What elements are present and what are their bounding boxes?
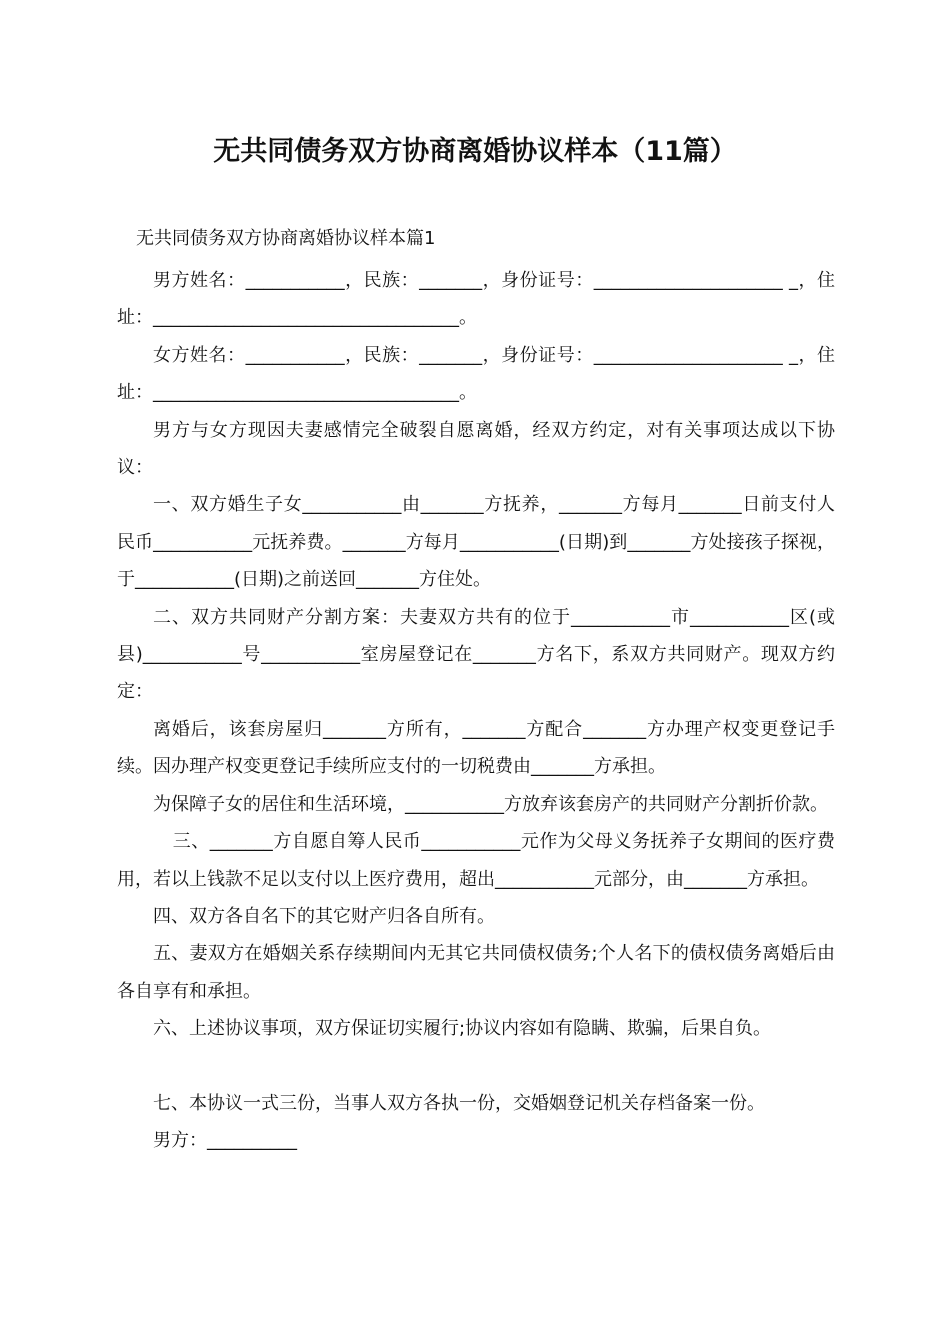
paragraph-clause-2-a: 离婚后，该套房屋归_______方所有，_______方配合_______方办理产权变更登记手续。因办理产权变更登记手续所应支付的一切税费由_______方承担。 [117, 718, 835, 778]
paragraph-clause-2-b: 为保障子女的居住和生活环境，___________方放弃该套房产的共同财产分割折价款。 [153, 793, 828, 815]
paragraph-clause-4: 四、双方各自名下的其它财产归各自所有。 [153, 905, 495, 927]
section-heading: 无共同债务双方协商离婚协议样本篇1 [136, 228, 436, 249]
signature-husband: 男方：__________ [153, 1129, 297, 1151]
paragraph-clause-1: 一、双方婚生子女___________由_______方抚养，_______方每月_______日前支付人民币___________元抚养费。_______方每月___________(日期)到_______方处接孩子探视，于___________(日期)之前送回_______方住处。 [117, 494, 835, 591]
paragraph-clause-3: 三、_______方自愿自筹人民币___________元作为父母义务抚养子女期间的医疗费用，若以上钱款不足以支付以上医疗费用，超出___________元部分，由_______方承担。 [117, 831, 835, 890]
paragraph-husband-info: 男方姓名：___________，民族：_______，身份证号：_____________________ _，住址：__________________________________。 [117, 270, 835, 329]
paragraph-clause-2: 二、双方共同财产分割方案：夫妻双方共有的位于___________市___________区(或县)___________号___________室房屋登记在_______方名下，系双方共同财产。现双方约定： [117, 606, 835, 703]
paragraph-preamble: 男方与女方现因夫妻感情完全破裂自愿离婚，经双方约定，对有关事项达成以下协议： [117, 419, 835, 479]
agreement-body [117, 262, 835, 1159]
paragraph-wife-info: 女方姓名：___________，民族：_______，身份证号：_____________________ _，住址：__________________________________。 [117, 344, 835, 404]
paragraph-clause-7: 七、本协议一式三份，当事人双方各执一份，交婚姻登记机关存档备案一份。 [153, 1092, 765, 1114]
paragraph-clause-5: 五、妻双方在婚姻关系存续期间内无其它共同债权债务;个人名下的债权债务离婚后由各自享有和承担。 [117, 943, 835, 1002]
paragraph-clause-6: 六、上述协议事项，双方保证切实履行;协议内容如有隐瞒、欺骗，后果自负。 [153, 1018, 772, 1040]
document-title: 无共同债务双方协商离婚协议样本（11篇） [213, 136, 737, 167]
